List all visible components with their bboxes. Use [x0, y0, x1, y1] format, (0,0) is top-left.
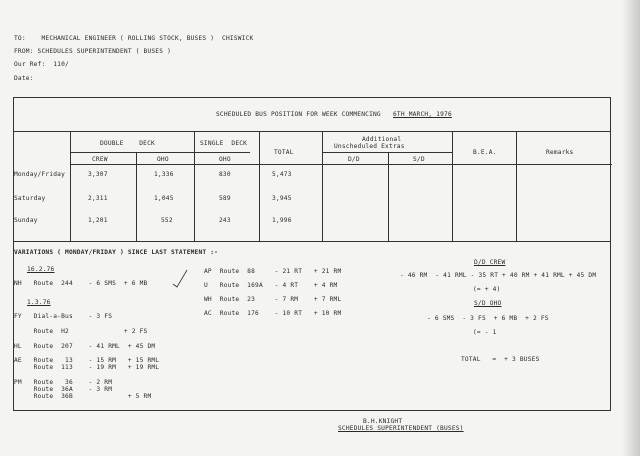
dd-crew-calc: - 46 RM - 41 RML - 35 RT + 40 RM + 41 RML + 45 DM: [400, 272, 597, 279]
row-ohd: 552: [161, 217, 173, 224]
row-total: 1,996: [272, 217, 292, 224]
variation-line: AC Route 176 - 10 RT + 10 RM: [204, 310, 342, 317]
header-double-deck: DOUBLE DECK: [100, 140, 155, 147]
sd-ohd-heading: S/D OHO: [474, 300, 502, 307]
row-total: 3,945: [272, 195, 292, 202]
header-additional: Additional: [362, 136, 402, 143]
memo-date: Date:: [14, 75, 34, 82]
dd-crew-result: (= + 4): [473, 286, 501, 293]
signature-title: SCHEDULES SUPERINTENDENT (BUSES): [338, 425, 464, 432]
header-sd: S/D: [413, 156, 425, 163]
row-day: Sunday: [14, 217, 38, 224]
variation-line: WH Route 23 - 7 RM + 7 RML: [204, 296, 342, 303]
variation-line: AE Route 13 - 15 RM + 15 RML: [14, 357, 160, 364]
variation-line: Route H2 + 2 FS: [14, 328, 148, 335]
header-ohd: OHO: [157, 156, 169, 163]
variations-heading: VARIATIONS ( MONDAY/FRIDAY ) SINCE LAST STATEMENT :-: [14, 249, 219, 256]
row-crew: 3,307: [88, 171, 108, 178]
row-total: 5,473: [272, 171, 292, 178]
header-crew: CREW: [92, 156, 108, 163]
scan-edge-shadow: [622, 0, 640, 456]
variation-line: FY Dial-a-Bus - 3 FS: [14, 313, 113, 320]
row-ohd: 1,336: [154, 171, 174, 178]
variation-line: HL Route 207 - 41 RML + 45 DM: [14, 343, 156, 350]
variation-line: PM Route 36 - 2 RM: [14, 379, 113, 386]
row-single: 243: [219, 217, 231, 224]
header-remarks: Remarks: [546, 149, 574, 156]
total-buses: TOTAL = + 3 BUSES: [461, 356, 540, 363]
variation-line: NH Route 244 - 6 SMS + 6 MB: [14, 280, 148, 287]
row-day: Monday/Friday: [14, 171, 66, 178]
header-unscheduled: Unscheduled Extras: [334, 143, 405, 150]
memo-to: TO: MECHANICAL ENGINEER ( ROLLING STOCK, BUSES ) CHISWICK: [14, 35, 254, 42]
dd-crew-heading: D/D CREW: [474, 259, 506, 266]
signature-name: B.H.KNIGHT: [363, 418, 403, 425]
memo-ref: Our Ref: 110/: [14, 61, 69, 68]
table-title: SCHEDULED BUS POSITION FOR WEEK COMMENCING: [216, 111, 381, 118]
row-single: 589: [219, 195, 231, 202]
row-ohd: 1,045: [154, 195, 174, 202]
variation-line: U Route 169A - 4 RT + 4 RM: [204, 282, 338, 289]
memo-from: FROM: SCHEDULES SUPERINTENDENT ( BUSES ): [14, 48, 172, 55]
sd-ohd-result: (= - 1: [473, 329, 497, 336]
header-dd: D/D: [348, 156, 360, 163]
tick-mark: [172, 268, 188, 288]
header-ohd-single: OHO: [219, 156, 231, 163]
variation-date: 16.2.76: [27, 266, 55, 273]
row-day: Saturday: [14, 195, 46, 202]
header-bea: B.E.A.: [473, 149, 497, 156]
variation-line: AP Route 88 - 21 RT + 21 RM: [204, 268, 342, 275]
week-date: 6TH MARCH, 1976: [393, 111, 452, 118]
variation-line: Route 113 - 19 RM + 19 RML: [14, 364, 160, 371]
sd-ohd-calc: - 6 SMS - 3 FS + 6 MB + 2 FS: [427, 315, 549, 322]
header-total: TOTAL: [274, 149, 294, 156]
variation-line: Route 36A - 3 RM: [14, 386, 113, 393]
row-crew: 1,201: [88, 217, 108, 224]
variation-line: Route 36B + 5 RM: [14, 393, 152, 400]
variation-date: 1.3.76: [27, 299, 51, 306]
row-crew: 2,311: [88, 195, 108, 202]
header-single-deck: SINGLE DECK: [200, 140, 248, 147]
row-single: 830: [219, 171, 231, 178]
